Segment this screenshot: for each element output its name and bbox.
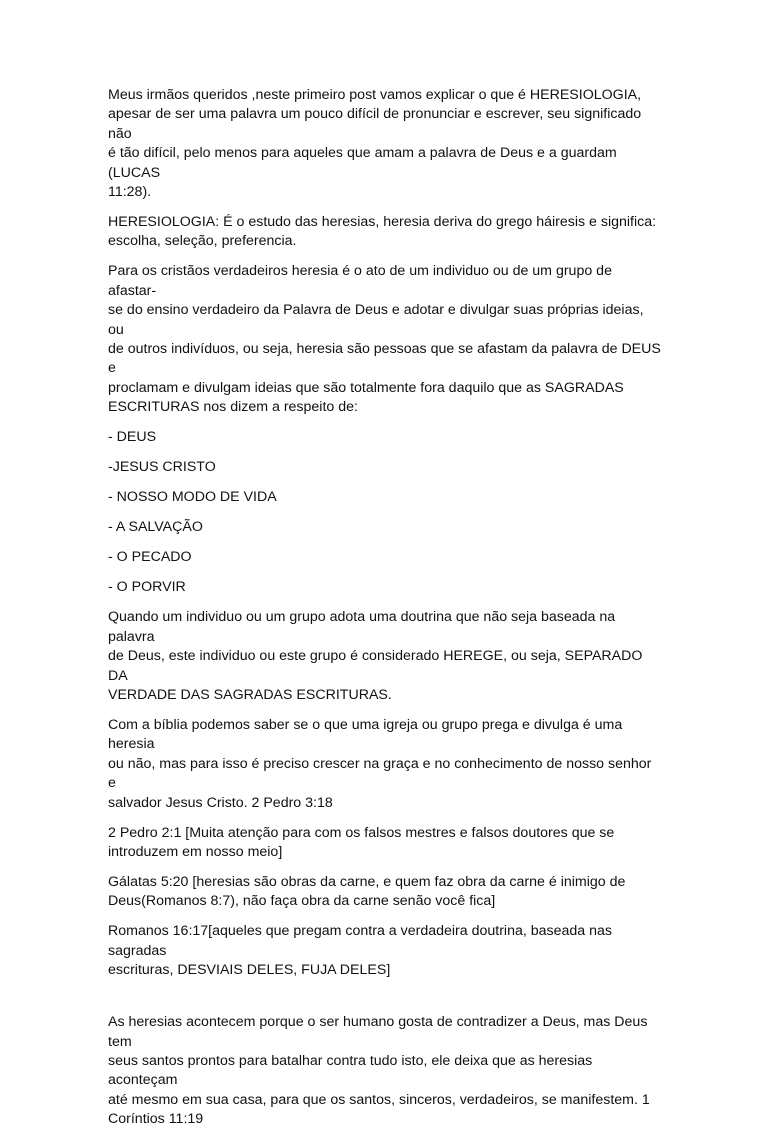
list-item-porvir: - O PORVIR <box>108 579 186 596</box>
document-body <box>108 86 661 1140</box>
paragraph-intro: Meus irmãos queridos ,neste primeiro post vamos explicar o que é HERESIOLOGIA, apesar de ser uma palavra um pouco difícil de pronunciar e escrever, seu significado não é tão difícil, pelo menos para aqueles que amam a palavra de Deus e a guardam (LUCAS 11:28). <box>108 87 642 201</box>
paragraph-definition: HERESIOLOGIA: É o estudo das heresias, heresia deriva do grego háiresis e significa: escolha, seleção, preferencia. <box>108 214 657 250</box>
verse-galatas-5-20: Gálatas 5:20 [heresias são obras da carne, e quem faz obra da carne é inimigo de Deus(Romanos 8:7), não faça obra da carne senão você fica] <box>108 873 626 910</box>
list-item-jesus-cristo: -JESUS CRISTO <box>108 459 216 476</box>
paragraph-conclusion: As heresias acontecem porque o ser humano gosta de contradizer a Deus, mas Deus tem seus santos prontos para batalhar contra tudo isto, ele deixa que as heresias aconteçam até mesmo em sua casa, para que os santos, sinceros, verdadeiros, se manifestem. 1 Coríntios 11:19 <box>108 1014 650 1128</box>
blank-line <box>108 991 661 1013</box>
paragraph-biblia: Com a bíblia podemos saber se o que uma igreja ou grupo prega e divulga é uma heresia ou não, mas para isso é preciso crescer na graça e no conhecimento de nosso senhor e salvador Jesus Cristo. 2 Pedro 3:18 <box>108 716 652 811</box>
paragraph-heresy-explanation: Para os cristãos verdadeiros heresia é o ato de um individuo ou de um grupo de afastar- se do ensino verdadeiro da Palavra de Deus e adotar e divulgar suas próprias ideias, ou de outros indivíduos, ou seja, heresia são pessoas que se afastam da palavra de DEUS e proclamam e divulgam ideias que são totalmente fora daquilo que as SAGRADAS ESCRITURAS nos dizem a respeito de: <box>108 263 661 416</box>
list-item-modo-de-vida: - NOSSO MODO DE VIDA <box>108 489 277 506</box>
paragraph-herege: Quando um individuo ou um grupo adota uma doutrina que não seja baseada na palavra de Deus, este individuo ou este grupo é considerado HEREGE, ou seja, SEPARADO DA VERDADE DAS SAGRADAS ESCRITURAS. <box>108 609 643 703</box>
verse-2-pedro-2-1: 2 Pedro 2:1 [Muita atenção para com os falsos mestres e falsos doutores que se introduzem em nosso meio] <box>108 824 615 860</box>
list-item-pecado: - O PECADO <box>108 549 192 566</box>
list-item-salvacao: - A SALVAÇÃO <box>108 519 203 536</box>
list-item-deus: - DEUS <box>108 429 157 446</box>
verse-romanos-16-17: Romanos 16:17[aqueles que pregam contra a verdadeira doutrina, baseada nas sagradas escrituras, DESVIAIS DELES, FUJA DELES] <box>108 923 612 979</box>
